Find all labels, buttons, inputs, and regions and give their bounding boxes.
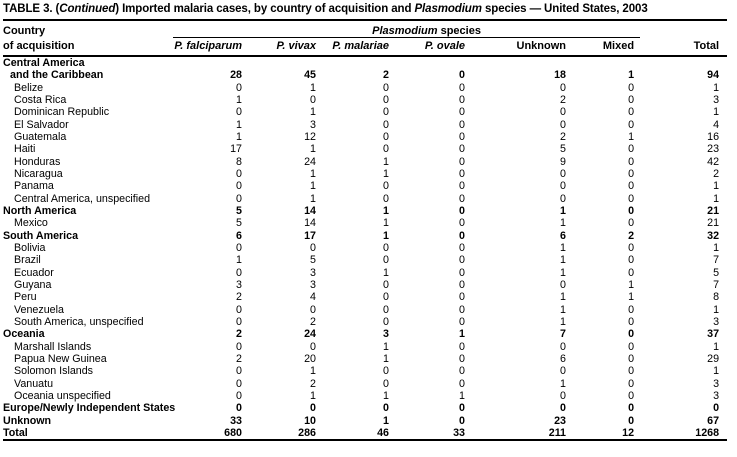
value-cell-p-malariae: 0: [383, 278, 389, 291]
value-cell-p-vivax: 3: [310, 118, 316, 131]
value-cell-total: 32: [707, 229, 720, 242]
value-cell-p-falciparum: 0: [236, 241, 242, 254]
value-cell-p-ovale: 0: [459, 315, 465, 328]
value-cell-total: 3: [713, 93, 720, 106]
column-header-p-ovale: P. ovale: [395, 37, 471, 56]
value-cell-p-vivax: 1: [310, 365, 316, 378]
value-cell-p-falciparum: 0: [236, 266, 242, 279]
value-cell-p-ovale: 0: [459, 402, 465, 415]
value-cell-p-ovale: 0: [459, 254, 465, 267]
country-cell: Panama: [14, 180, 54, 193]
value-cell-total: 0: [713, 402, 720, 415]
header-group-row: [3, 22, 727, 37]
value-cell-p-ovale: 0: [459, 192, 465, 205]
value-cell-p-vivax: 0: [310, 340, 316, 353]
value-cell-p-falciparum: 0: [236, 303, 242, 316]
value-cell-p-malariae: 0: [383, 118, 389, 131]
value-cell-p-falciparum: 0: [236, 340, 242, 353]
value-cell-p-ovale: 0: [459, 352, 465, 365]
title-run: ) Imported malaria cases, by country of acquisition and: [115, 3, 415, 15]
country-cell: Nicaragua: [14, 167, 63, 180]
value-cell-p-malariae: 0: [383, 192, 389, 205]
value-cell-total: 1: [713, 180, 720, 193]
value-cell-unknown: 1: [560, 204, 566, 217]
value-cell-p-ovale: 0: [459, 241, 465, 254]
value-cell-total: 3: [713, 315, 720, 328]
table-row-haiti: [3, 143, 727, 155]
value-cell-p-vivax: 1: [310, 81, 316, 94]
column-header-total: Total: [640, 37, 727, 56]
value-cell-unknown: 7: [560, 328, 566, 341]
value-cell-p-ovale: 0: [459, 291, 465, 304]
country-cell: Europe/Newly Independent States: [3, 402, 176, 415]
table-row-el-salvador: [3, 119, 727, 131]
value-cell-p-malariae: 0: [383, 402, 389, 415]
value-cell-unknown: 1: [560, 241, 566, 254]
value-cell-p-vivax: 286: [248, 427, 322, 440]
country-cell: South America: [3, 229, 79, 242]
value-cell-unknown: 1: [560, 303, 566, 316]
value-cell-p-vivax: 4: [310, 291, 316, 304]
value-cell-unknown: 1: [560, 217, 566, 230]
value-cell-p-malariae: 3: [383, 328, 389, 341]
value-cell-unknown: 6: [560, 352, 566, 365]
value-cell-p-vivax: 0: [310, 303, 316, 316]
value-cell-unknown: 1: [560, 291, 566, 304]
value-cell-mixed: 0: [628, 315, 635, 328]
table-row-unknown: [3, 415, 727, 427]
value-cell-p-malariae: 0: [383, 291, 389, 304]
table-row-total: [3, 427, 727, 440]
country-cell: Solomon Islands: [14, 365, 94, 378]
country-cell: Haiti: [14, 143, 36, 156]
value-cell-unknown: 0: [560, 106, 566, 119]
value-cell-mixed: 2: [628, 229, 635, 242]
value-cell-mixed: 0: [628, 180, 635, 193]
value-cell-p-malariae: 0: [383, 254, 389, 267]
value-cell-p-malariae: 0: [383, 241, 389, 254]
value-cell-p-ovale: 0: [459, 340, 465, 353]
species-group-run: Plasmodium: [372, 24, 438, 37]
value-cell-total: 3: [713, 389, 720, 402]
value-cell-p-malariae: 0: [383, 365, 389, 378]
value-cell-p-vivax: 45: [304, 69, 316, 82]
value-cell-mixed: 0: [628, 118, 635, 131]
column-header-p-vivax: P. vivax: [248, 37, 322, 56]
value-cell-p-vivax: 3: [310, 278, 316, 291]
header-species-group: [173, 22, 640, 37]
table-row-south-america-unspecified: [3, 316, 727, 328]
country-cell: Guyana: [14, 278, 52, 291]
value-cell-unknown: 0: [560, 402, 566, 415]
value-cell-total: 1: [713, 192, 720, 205]
value-cell-total: 21: [707, 217, 720, 230]
table-row-nicaragua: [3, 168, 727, 180]
value-cell-p-malariae: 1: [383, 389, 389, 402]
header-columns-row: [3, 37, 727, 56]
value-cell-p-ovale: 0: [459, 377, 465, 390]
value-cell-p-ovale: 0: [459, 155, 465, 168]
table-row-europe-newly-independent-states: [3, 402, 727, 414]
table-title: [3, 3, 733, 15]
value-cell-mixed: 1: [628, 130, 635, 143]
table-row-guyana: [3, 279, 727, 291]
value-cell-total: 1: [713, 241, 720, 254]
table-row-central-america-unspecified: [3, 193, 727, 205]
value-cell-p-vivax: 1: [310, 180, 316, 193]
value-cell-p-vivax: 14: [304, 204, 316, 217]
value-cell-unknown: 0: [560, 389, 566, 402]
value-cell-p-ovale: 0: [459, 143, 465, 156]
value-cell-unknown: 23: [554, 414, 566, 427]
value-cell-mixed: 0: [628, 192, 635, 205]
value-cell-p-falciparum: 0: [236, 402, 242, 415]
value-cell-mixed: 0: [628, 81, 635, 94]
value-cell-p-malariae: 1: [383, 229, 389, 242]
country-cell: Mexico: [14, 217, 48, 230]
value-cell-mixed: 0: [628, 402, 635, 415]
country-cell: Honduras: [14, 155, 61, 168]
country-cell: Unknown: [3, 414, 52, 427]
value-cell-p-malariae: 1: [383, 352, 389, 365]
value-cell-unknown: 18: [554, 69, 566, 82]
header-total-spacer: [640, 22, 727, 37]
value-cell-unknown: 9: [560, 155, 566, 168]
value-cell-p-ovale: 0: [459, 217, 465, 230]
value-cell-p-malariae: 1: [383, 217, 389, 230]
value-cell-p-falciparum: 5: [236, 204, 242, 217]
value-cell-unknown: 0: [560, 118, 566, 131]
value-cell-total: 23: [707, 143, 720, 156]
value-cell-unknown: 1: [560, 254, 566, 267]
value-cell-unknown: 0: [560, 192, 566, 205]
country-cell: Belize: [14, 81, 44, 94]
species-group-run: species: [437, 24, 481, 37]
value-cell-p-ovale: 0: [459, 303, 465, 316]
value-cell-p-falciparum: 0: [236, 315, 242, 328]
country-cell: Ecuador: [14, 266, 54, 279]
value-cell-mixed: 1: [628, 278, 635, 291]
table-row-costa-rica: [3, 94, 727, 106]
value-cell-p-malariae: 1: [383, 167, 389, 180]
table-row-ecuador: [3, 267, 727, 279]
value-cell-p-malariae: 0: [383, 81, 389, 94]
value-cell-p-vivax: 24: [304, 155, 316, 168]
table-row-solomon-islands: [3, 365, 727, 377]
value-cell-p-falciparum: 0: [236, 192, 242, 205]
country-cell: Marshall Islands: [14, 340, 92, 353]
value-cell-total: 1: [713, 365, 720, 378]
value-cell-p-malariae: 46: [322, 427, 395, 440]
table-row-brazil: [3, 254, 727, 266]
value-cell-total: 8: [713, 291, 720, 304]
malaria-cases-table: [3, 22, 727, 441]
column-header-p-malariae: P. malariae: [322, 37, 395, 56]
value-cell-p-ovale: 0: [459, 118, 465, 131]
value-cell-total: 37: [707, 328, 720, 341]
country-label-line1: Central America: [3, 57, 85, 69]
table-row-marshall-islands: [3, 341, 727, 353]
value-cell-p-ovale: 0: [459, 167, 465, 180]
column-header-mixed: Mixed: [572, 37, 640, 56]
value-cell-p-ovale: 0: [459, 414, 465, 427]
value-cell-mixed: 0: [628, 389, 635, 402]
value-cell-mixed: 0: [628, 155, 635, 168]
country-cell: South America, unspecified: [14, 315, 144, 328]
value-cell-unknown: 6: [560, 229, 566, 242]
value-cell-p-vivax: 2: [310, 315, 316, 328]
table-row-south-america: [3, 230, 727, 242]
value-cell-p-malariae: 1: [383, 155, 389, 168]
value-cell-mixed: 0: [628, 204, 635, 217]
value-cell-p-falciparum: 0: [236, 389, 242, 402]
column-header-p-falciparum: P. falciparum: [173, 37, 248, 56]
value-cell-total: 5: [713, 266, 720, 279]
value-cell-mixed: 0: [628, 328, 635, 341]
country-label-line2: and the Caribbean: [10, 69, 104, 82]
value-cell-p-vivax: 1: [310, 389, 316, 402]
value-cell-mixed: 0: [628, 266, 635, 279]
value-cell-total: 1: [713, 340, 720, 353]
value-cell-p-ovale: 0: [459, 130, 465, 143]
value-cell-p-malariae: 1: [383, 340, 389, 353]
value-cell-p-falciparum: 28: [230, 69, 242, 82]
value-cell-p-falciparum: 1: [236, 93, 242, 106]
value-cell-p-vivax: 5: [310, 254, 316, 267]
value-cell-p-falciparum: 0: [236, 167, 242, 180]
value-cell-total: 1268: [640, 427, 727, 440]
value-cell-p-ovale: 1: [459, 389, 465, 402]
value-cell-p-ovale: 1: [459, 328, 465, 341]
value-cell-mixed: 0: [628, 106, 635, 119]
country-cell: Venezuela: [14, 303, 64, 316]
value-cell-mixed: 0: [628, 254, 635, 267]
table-row-honduras: [3, 156, 727, 168]
value-cell-mixed: 0: [628, 414, 635, 427]
value-cell-p-falciparum: 0: [236, 377, 242, 390]
value-cell-p-ovale: 0: [459, 204, 465, 217]
value-cell-p-malariae: 1: [383, 204, 389, 217]
value-cell-p-ovale: 0: [459, 229, 465, 242]
table-row-belize: [3, 82, 727, 94]
value-cell-p-ovale: 33: [395, 427, 471, 440]
value-cell-mixed: 0: [628, 340, 635, 353]
value-cell-p-falciparum: 1: [236, 118, 242, 131]
value-cell-total: 1: [713, 303, 720, 316]
value-cell-p-vivax: 14: [304, 217, 316, 230]
table-row-venezuela: [3, 304, 727, 316]
value-cell-p-ovale: 0: [459, 365, 465, 378]
value-cell-mixed: 0: [628, 303, 635, 316]
value-cell-total: 1: [713, 81, 720, 94]
value-cell-p-ovale: 0: [459, 106, 465, 119]
value-cell-p-falciparum: 8: [236, 155, 242, 168]
value-cell-mixed: 0: [628, 377, 635, 390]
country-cell: Vanuatu: [14, 377, 54, 390]
value-cell-p-malariae: 0: [383, 315, 389, 328]
value-cell-p-vivax: 1: [310, 143, 316, 156]
value-cell-p-vivax: 10: [304, 414, 316, 427]
title-run: species — United States, 2003: [481, 3, 648, 15]
value-cell-p-falciparum: 0: [236, 365, 242, 378]
table-row-dominican-republic: [3, 106, 727, 118]
title-run: Continued: [59, 3, 116, 15]
value-cell-unknown: 0: [560, 180, 566, 193]
value-cell-p-falciparum: 3: [236, 278, 242, 291]
table-row-panama: [3, 180, 727, 192]
value-cell-p-falciparum: 6: [236, 229, 242, 242]
value-cell-p-malariae: 0: [383, 93, 389, 106]
value-cell-mixed: 1: [628, 291, 635, 304]
table-row-peru: [3, 291, 727, 303]
value-cell-p-vivax: 0: [310, 402, 316, 415]
value-cell-p-falciparum: 5: [236, 217, 242, 230]
value-cell-mixed: 0: [628, 365, 635, 378]
value-cell-p-vivax: 20: [304, 352, 316, 365]
value-cell-p-malariae: 0: [383, 143, 389, 156]
value-cell-total: 29: [707, 352, 720, 365]
value-cell-mixed: 12: [572, 427, 640, 440]
value-cell-unknown: 0: [560, 365, 566, 378]
country-cell: Total: [3, 427, 173, 440]
value-cell-p-falciparum: 2: [236, 352, 242, 365]
value-cell-p-malariae: 0: [383, 303, 389, 316]
value-cell-total: 16: [707, 130, 720, 143]
value-cell-p-falciparum: 33: [230, 414, 242, 427]
value-cell-p-ovale: 0: [459, 278, 465, 291]
table-row-vanuatu: [3, 378, 727, 390]
table-row-oceania: [3, 328, 727, 340]
value-cell-p-falciparum: 2: [236, 328, 242, 341]
value-cell-p-malariae: 0: [383, 377, 389, 390]
value-cell-p-vivax: 12: [304, 130, 316, 143]
country-cell: El Salvador: [14, 118, 69, 131]
country-cell: Dominican Republic: [14, 106, 110, 119]
country-cell: Central America, unspecified: [14, 192, 151, 205]
country-cell: Brazil: [14, 254, 41, 267]
value-cell-total: 7: [713, 278, 720, 291]
value-cell-mixed: 0: [628, 217, 635, 230]
country-cell: Peru: [14, 291, 37, 304]
value-cell-p-vivax: 0: [310, 241, 316, 254]
country-cell: Bolivia: [14, 241, 46, 254]
value-cell-total: 67: [707, 414, 720, 427]
value-cell-unknown: 0: [560, 278, 566, 291]
value-cell-mixed: 0: [628, 352, 635, 365]
value-cell-unknown: 0: [560, 81, 566, 94]
value-cell-total: 94: [707, 69, 720, 82]
value-cell-total: 42: [707, 155, 720, 168]
value-cell-p-malariae: 1: [383, 414, 389, 427]
value-cell-unknown: 1: [560, 315, 566, 328]
value-cell-p-vivax: 24: [304, 328, 316, 341]
value-cell-p-malariae: 1: [383, 266, 389, 279]
country-cell: North America: [3, 204, 77, 217]
table-row-oceania-unspecified: [3, 390, 727, 402]
value-cell-p-ovale: 0: [459, 266, 465, 279]
country-cell: Oceania: [3, 328, 45, 341]
value-cell-mixed: 0: [628, 241, 635, 254]
value-cell-unknown: 0: [560, 340, 566, 353]
value-cell-mixed: 0: [628, 143, 635, 156]
value-cell-unknown: 1: [560, 377, 566, 390]
value-cell-total: 1: [713, 106, 720, 119]
value-cell-p-ovale: 0: [459, 69, 465, 82]
value-cell-p-ovale: 0: [459, 93, 465, 106]
value-cell-p-falciparum: 680: [173, 427, 248, 440]
header-country-line1: Country: [3, 25, 46, 37]
value-cell-p-malariae: 0: [383, 130, 389, 143]
value-cell-p-falciparum: 0: [236, 106, 242, 119]
table-row-central-america: [3, 56, 727, 82]
value-cell-p-ovale: 0: [459, 81, 465, 94]
value-cell-unknown: 0: [560, 167, 566, 180]
country-cell: [3, 56, 173, 82]
value-cell-p-vivax: 17: [304, 229, 316, 242]
value-cell-unknown: 2: [560, 93, 566, 106]
value-cell-p-falciparum: 17: [230, 143, 242, 156]
value-cell-p-vivax: 2: [310, 377, 316, 390]
title-run: Plasmodium: [414, 3, 482, 15]
value-cell-p-vivax: 1: [310, 167, 316, 180]
country-cell: Oceania unspecified: [14, 389, 111, 402]
table-row-bolivia: [3, 242, 727, 254]
column-header-unknown: Unknown: [471, 37, 572, 56]
table-row-guatemala: [3, 131, 727, 143]
header-country-line2: of acquisition: [3, 37, 173, 56]
value-cell-p-vivax: 0: [310, 93, 316, 106]
country-cell: Guatemala: [14, 130, 67, 143]
value-cell-p-falciparum: 0: [236, 81, 242, 94]
title-rule: [3, 19, 727, 21]
value-cell-p-ovale: 0: [459, 180, 465, 193]
value-cell-total: 7: [713, 254, 720, 267]
value-cell-mixed: 0: [628, 167, 635, 180]
value-cell-p-malariae: 0: [383, 106, 389, 119]
value-cell-p-falciparum: 2: [236, 291, 242, 304]
value-cell-total: 3: [713, 377, 720, 390]
value-cell-total: 4: [713, 118, 720, 131]
title-run: TABLE 3. (: [3, 3, 60, 15]
value-cell-p-vivax: 1: [310, 192, 316, 205]
value-cell-p-malariae: 2: [383, 69, 389, 82]
value-cell-mixed: 0: [628, 93, 635, 106]
value-cell-unknown: 1: [560, 266, 566, 279]
table-row-papua-new-guinea: [3, 353, 727, 365]
table-row-mexico: [3, 217, 727, 229]
country-cell: Costa Rica: [14, 93, 67, 106]
country-cell: Papua New Guinea: [14, 352, 107, 365]
table-row-north-america: [3, 205, 727, 217]
value-cell-mixed: 1: [628, 69, 635, 82]
value-cell-unknown: 211: [471, 427, 572, 440]
value-cell-p-vivax: 1: [310, 106, 316, 119]
value-cell-p-falciparum: 0: [236, 180, 242, 193]
value-cell-unknown: 5: [560, 143, 566, 156]
value-cell-total: 2: [713, 167, 720, 180]
value-cell-p-malariae: 0: [383, 180, 389, 193]
value-cell-p-vivax: 3: [310, 266, 316, 279]
value-cell-p-falciparum: 1: [236, 130, 242, 143]
value-cell-total: 21: [707, 204, 720, 217]
value-cell-p-falciparum: 1: [236, 254, 242, 267]
value-cell-unknown: 2: [560, 130, 566, 143]
